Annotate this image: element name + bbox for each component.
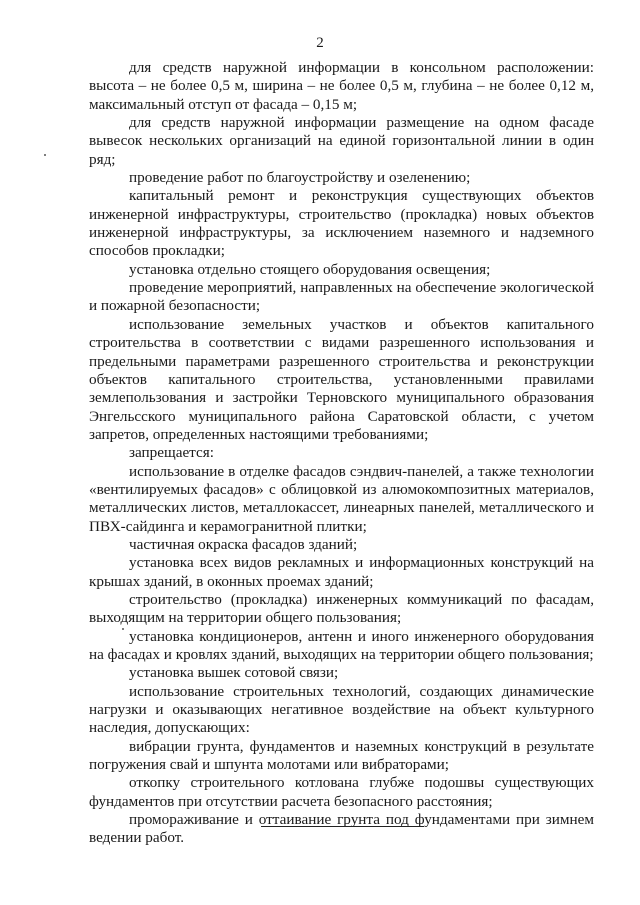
paragraph-4: капитальный ремонт и реконструкция существующих объектов инженерной инфраструктуры, строительство (прокладка) новых объектов инженерной инфраструктуры, за исключением наземного и надземного способов прокладки; <box>89 187 594 260</box>
paragraph-12: строительство (прокладка) инженерных коммуникаций по фасадам, выходящим на территории общего пользования; <box>89 590 594 627</box>
paragraph-1: для средств наружной информации в консольном расположении: высота – не более 0,5 м, ширина – не более 0,5 м, глубина – не более 0,12 м, максимальный отступ от фасада – 0,15 м; <box>89 59 594 113</box>
paragraph-6: проведение мероприятий, направленных на обеспечение экологической и пожарной безопасности; <box>89 279 594 315</box>
page-number: 2 <box>316 35 324 51</box>
paragraph-15: использование строительных технологий, создающих динамические нагрузки и оказывающих негативное воздействие на объект культурного наследия, допускающих: <box>89 682 594 737</box>
paragraph-8: запрещается: <box>129 444 214 462</box>
paragraph-18: промораживание и оттаивание грунта под фундаментами при зимнем ведении работ. <box>89 811 594 847</box>
paragraph-16: вибрации грунта, фундаментов и наземных конструкций в результате погружения свай и шпунта молотами или вибраторами; <box>89 737 594 774</box>
paragraph-14: установка вышек сотовой связи; <box>129 664 339 682</box>
paragraph-5: установка отдельно стоящего оборудования освещения; <box>129 260 491 278</box>
paragraph-10: частичная окраска фасадов зданий; <box>129 535 358 553</box>
end-divider-line <box>261 826 424 827</box>
paragraph-7: использование земельных участков и объектов капитального строительства в соответствии с видами разрешенного использования и предельными параметрами разрешенного строительства и реконструкции объектов капитального строительства, установленными правилами землепользования и застройки Терновского муниципального образования Энгельсского муниципального района Саратовской области, с учетом запретов, определенных настоящими требованиями; <box>89 315 594 443</box>
scan-speck <box>44 154 46 156</box>
scan-speck <box>122 628 124 630</box>
paragraph-17: откопку строительного котлована глубже подошвы существующих фундаментов при отсутствии расчета безопасного расстояния; <box>89 774 594 810</box>
document-body <box>89 59 594 848</box>
paragraph-3: проведение работ по благоустройству и озеленению; <box>129 169 471 187</box>
paragraph-2: для средств наружной информации размещение на одном фасаде вывесок нескольких организаций на единой горизонтальной линии в один ряд; <box>89 114 594 168</box>
paragraph-13: установка кондиционеров, антенн и иного инженерного оборудования на фасадах и кровлях зданий, выходящих на территории общего пользования; <box>89 627 594 663</box>
paragraph-11: установка всех видов рекламных и информационных конструкций на крышах зданий, в оконных проемах зданий; <box>89 554 594 590</box>
paragraph-9: использование в отделке фасадов сэндвич-панелей, а также технологии «вентилируемых фасадов» с облицовкой из алюмокомпозитных материалов, металлических листов, металлокассет, линеарных панелей, металлического и ПВХ-сайдинга и керамогранитной плитки; <box>89 462 594 535</box>
